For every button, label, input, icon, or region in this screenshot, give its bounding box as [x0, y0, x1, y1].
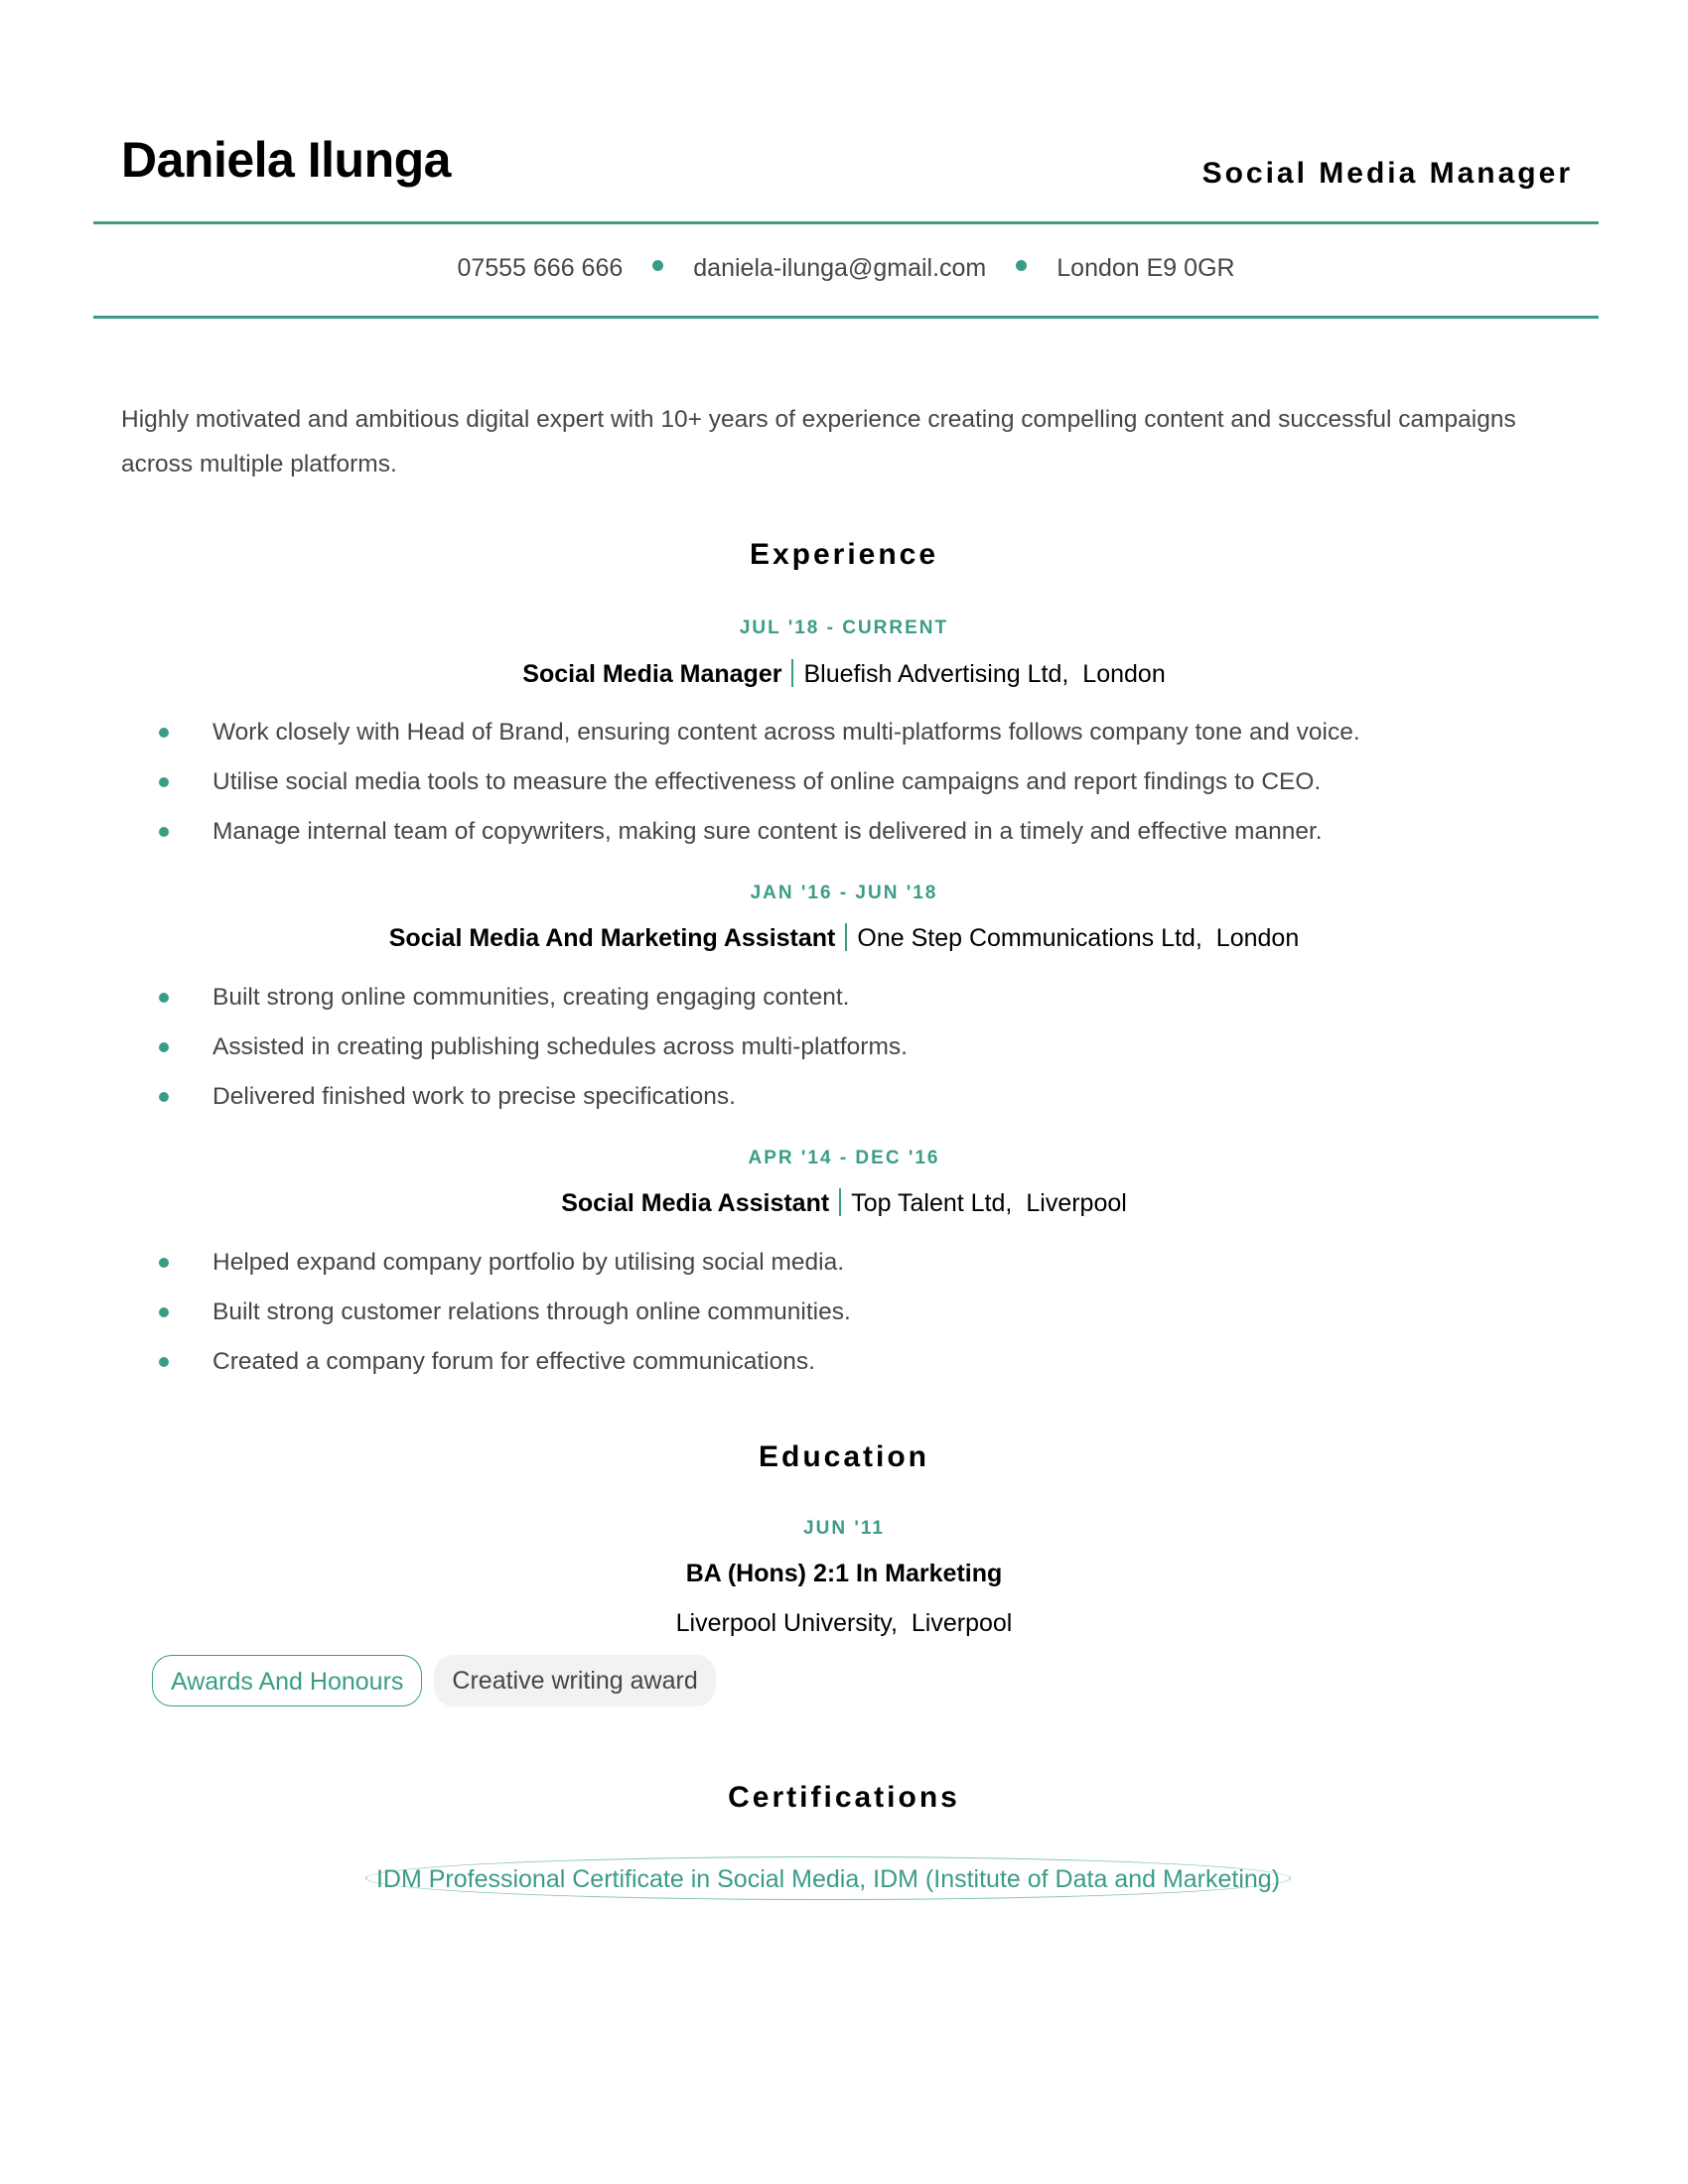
candidate-name: Daniela Ilunga [121, 132, 451, 188]
bullet-text: Helped expand company portfolio by utilising social media. [212, 1249, 844, 1276]
list-item [159, 973, 908, 1023]
job-company: Bluefish Advertising Ltd, [803, 660, 1069, 688]
list-item [159, 1023, 908, 1072]
contact-email[interactable]: daniela-ilunga@gmail.com [693, 254, 987, 282]
job-dates: JUL '18 - CURRENT [739, 617, 949, 638]
bullet-text: Utilise social media tools to measure the effectiveness of online campaigns and report findings to CEO. [212, 768, 1322, 795]
job-bullets [159, 973, 908, 1122]
bullet-dot-icon [1016, 260, 1027, 271]
certification-item: IDM Professional Certificate in Social Media, IDM (Institute of Data and Marketing) [365, 1856, 1291, 1900]
bullet-dot-icon [159, 1357, 169, 1367]
contact-location: London E9 0GR [1056, 254, 1235, 282]
job-role: Social Media And Marketing Assistant [388, 924, 836, 952]
bullet-dot-icon [159, 728, 169, 738]
separator-bar [839, 1188, 841, 1216]
education-school-line [0, 1609, 1688, 1638]
list-item [159, 708, 1360, 757]
job-bullets [159, 708, 1360, 857]
bullet-text: Created a company forum for effective communications. [212, 1348, 815, 1375]
bullet-text: Work closely with Head of Brand, ensuring content across multi-platforms follows company tone and voice. [212, 719, 1360, 746]
job-header [0, 659, 1688, 689]
job-dates: APR '14 - DEC '16 [748, 1148, 940, 1168]
bullet-dot-icon [159, 1307, 169, 1317]
education-school: Liverpool University, [675, 1609, 898, 1637]
bullet-dot-icon [159, 1092, 169, 1102]
list-item [159, 1238, 851, 1288]
education-degree: BA (Hons) 2:1 In Marketing [685, 1560, 1003, 1587]
job-bullets [159, 1238, 851, 1387]
list-item [159, 1072, 908, 1122]
certifications-heading: Certifications [728, 1781, 960, 1814]
list-item [159, 1337, 851, 1387]
bullet-dot-icon [159, 1042, 169, 1052]
bullet-dot-icon [159, 1258, 169, 1268]
bullet-text: Assisted in creating publishing schedules across multi-platforms. [212, 1033, 908, 1060]
job-header [0, 923, 1688, 953]
separator-bar [791, 659, 793, 687]
candidate-title: Social Media Manager [1201, 157, 1573, 190]
experience-heading: Experience [749, 538, 939, 571]
bullet-dot-icon [652, 260, 663, 271]
bullet-text: Built strong customer relations through online communities. [212, 1298, 851, 1325]
job-role: Social Media Manager [522, 660, 782, 688]
bullet-text: Delivered finished work to precise specifications. [212, 1083, 736, 1110]
awards-label-tag: Awards And Honours [152, 1655, 422, 1706]
separator-bar [845, 923, 847, 951]
awards-row [152, 1655, 716, 1706]
job-role: Social Media Assistant [561, 1189, 830, 1217]
job-dates: JAN '16 - JUN '18 [750, 883, 938, 903]
education-date: JUN '11 [803, 1518, 885, 1539]
contact-bar [93, 254, 1599, 283]
bullet-dot-icon [159, 777, 169, 787]
professional-summary: Highly motivated and ambitious digital expert with 10+ years of experience creating compelling content and successful campaigns across multiple platforms. [121, 406, 1516, 478]
job-company: One Step Communications Ltd, [857, 924, 1202, 952]
bullet-text: Built strong online communities, creating engaging content. [212, 984, 850, 1011]
education-heading: Education [758, 1440, 929, 1473]
header-divider-bottom [93, 316, 1599, 319]
job-location: London [1082, 660, 1166, 688]
job-header [0, 1188, 1688, 1218]
list-item [159, 757, 1360, 807]
bullet-dot-icon [159, 993, 169, 1003]
list-item [159, 1288, 851, 1337]
education-location: Liverpool [911, 1609, 1013, 1637]
bullet-text: Manage internal team of copywriters, making sure content is delivered in a timely and effective manner. [212, 818, 1323, 845]
header-divider-top [93, 221, 1599, 224]
job-location: Liverpool [1026, 1189, 1127, 1217]
award-tag: Creative writing award [434, 1655, 715, 1706]
contact-phone: 07555 666 666 [457, 254, 624, 282]
list-item [159, 807, 1360, 857]
job-company: Top Talent Ltd, [851, 1189, 1013, 1217]
job-location: London [1215, 924, 1300, 952]
bullet-dot-icon [159, 827, 169, 837]
